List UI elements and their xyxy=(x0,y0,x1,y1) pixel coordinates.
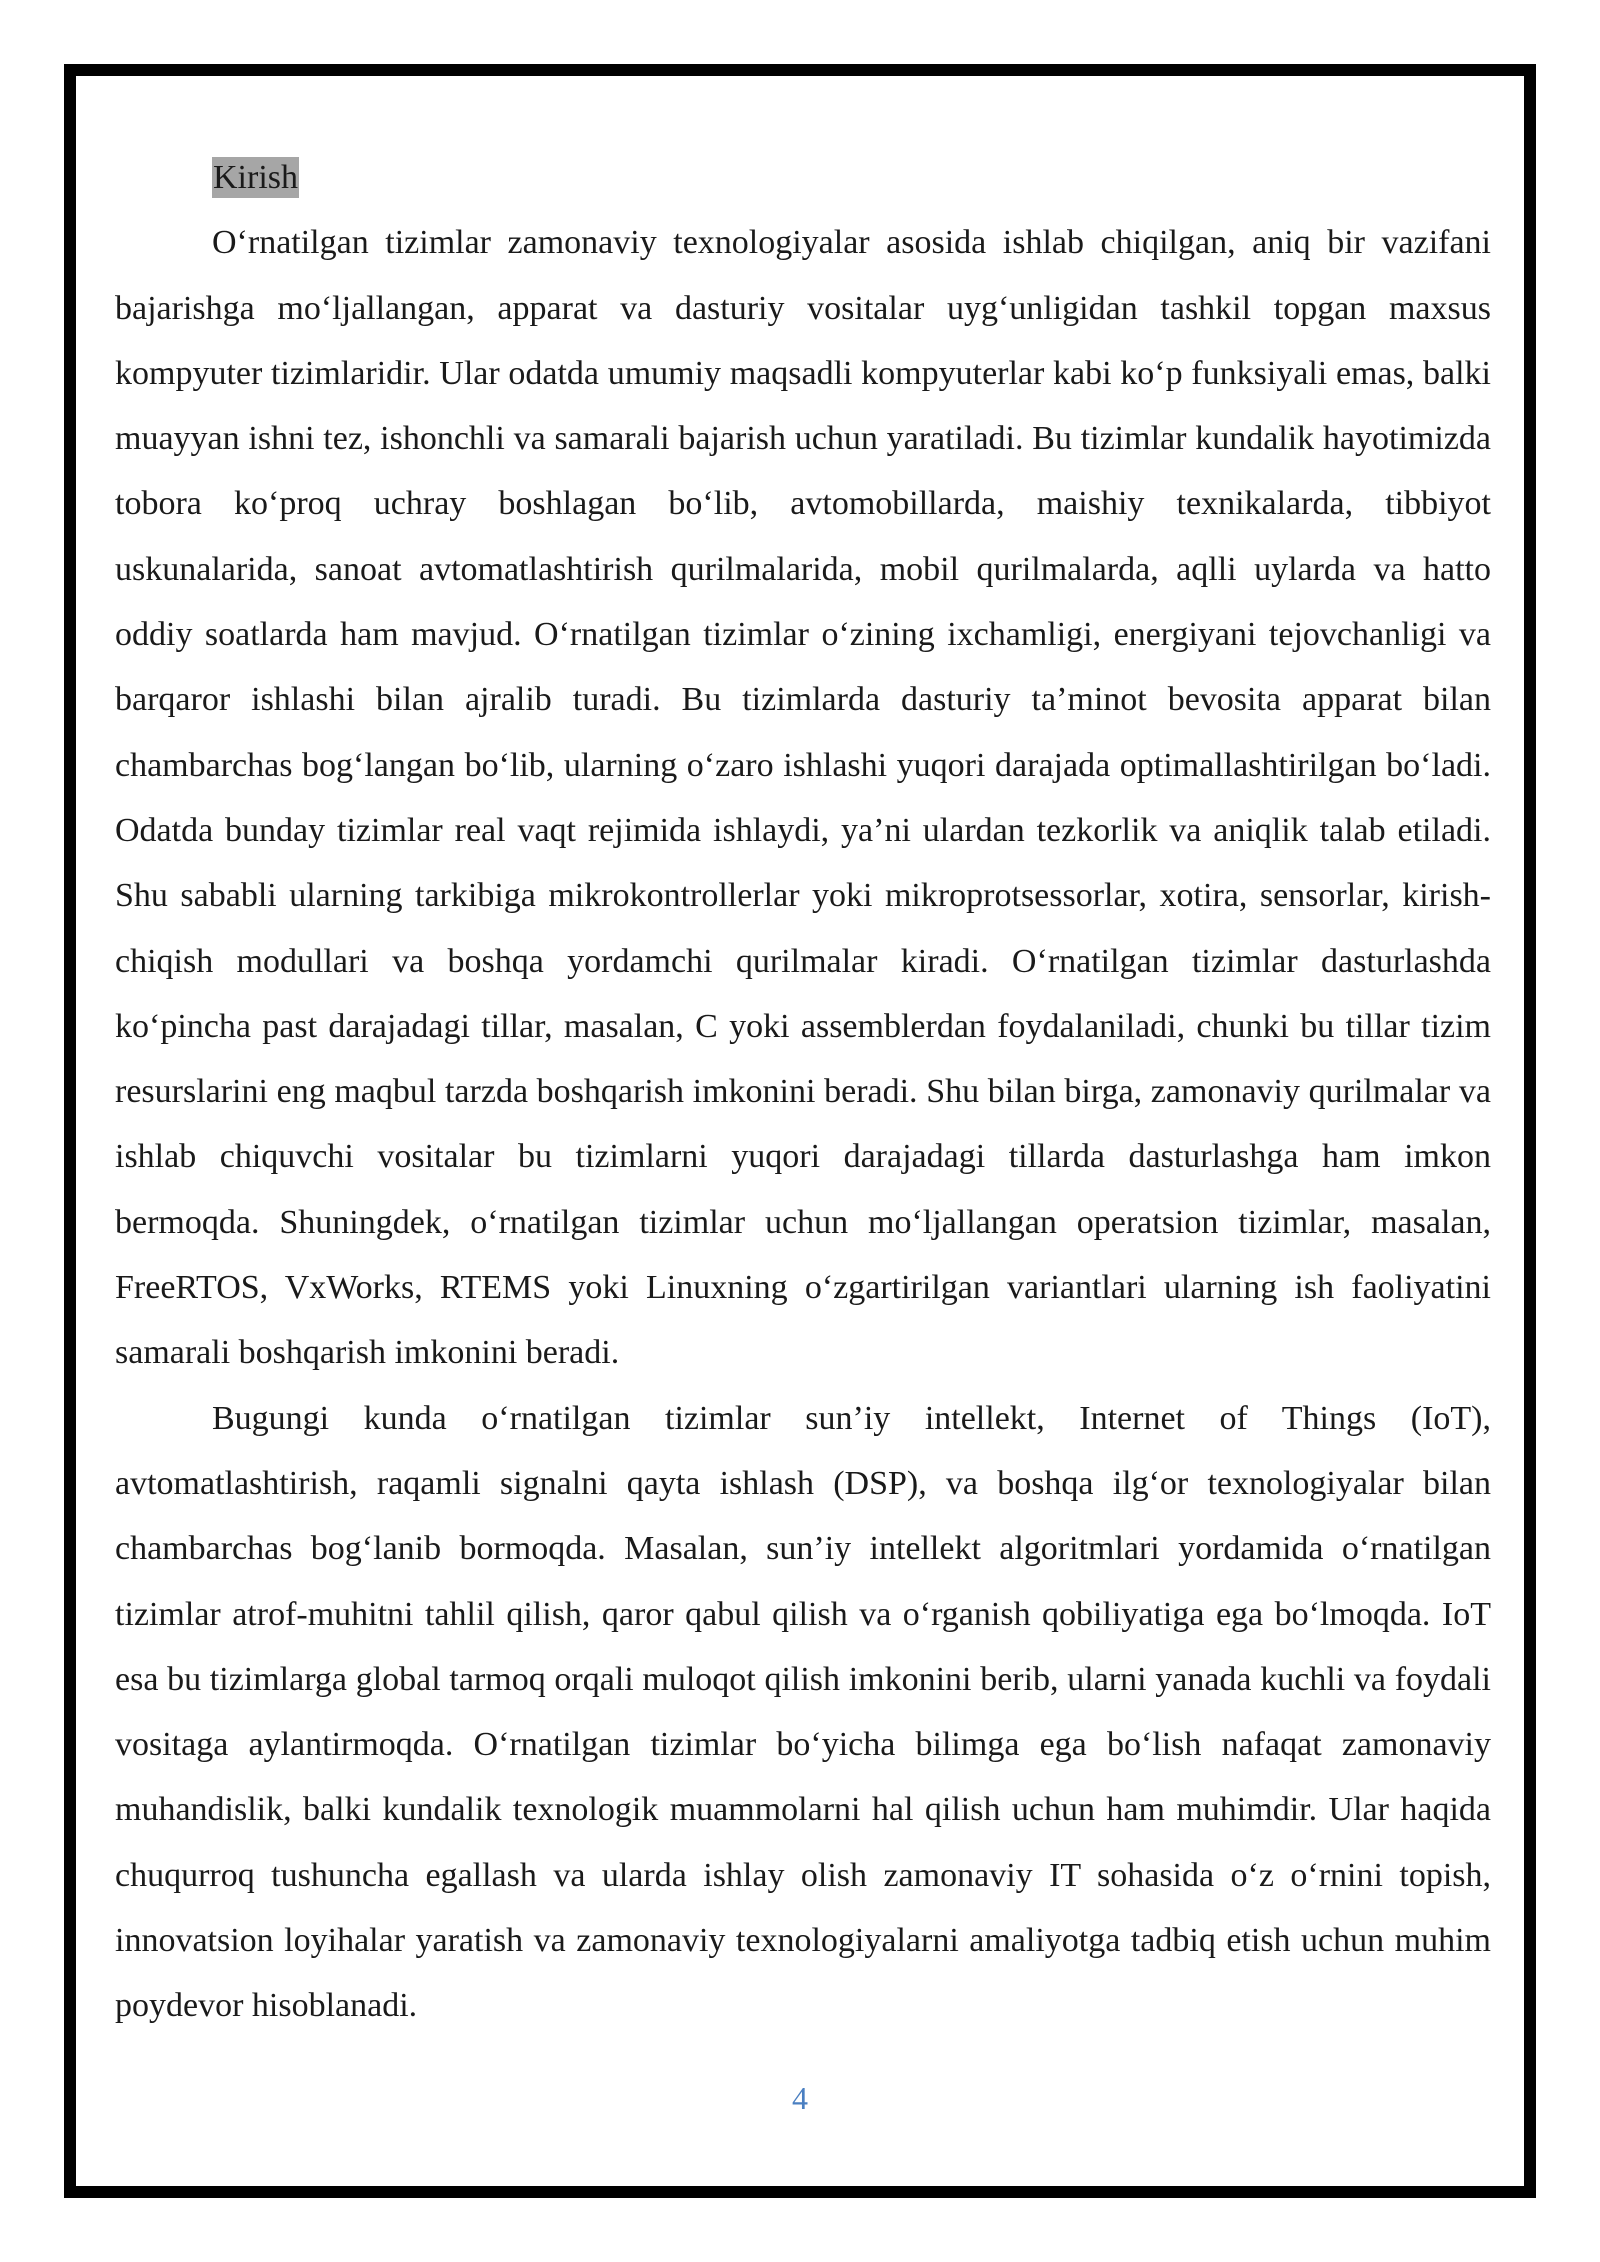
page-number: 4 xyxy=(792,2080,808,2116)
section-heading xyxy=(212,145,1491,210)
heading-highlight: Kirish xyxy=(213,159,298,196)
document-body xyxy=(115,145,1491,2039)
paragraph-1: O‘rnatilgan tizimlar zamonaviy texnologiyalar asosida ishlab chiqilgan, aniq bir vazifani bajarishga mo‘ljallangan, apparat va dasturiy vositalar uyg‘unligidan tashkil topgan maxsus kompyuter tizimlaridir. Ular odatda umumiy maqsadli kompyuterlar kabi ko‘p funksiyali emas, balki muayyan ishni tez, ishonchli va samarali bajarish uchun yaratiladi. Bu tizimlar kundalik hayotimizda tobora ko‘proq uchray boshlagan bo‘lib, avtomobillarda, maishiy texnikalarda, tibbiyot uskunalarida, sanoat avtomatlashtirish qurilmalarida, mobil qurilmalarda, aqlli uylarda va hatto oddiy soatlarda ham mavjud. O‘rnatilgan tizimlar o‘zining ixchamligi, energiyani tejovchanligi va barqaror ishlashi bilan ajralib turadi. Bu tizimlarda dasturiy ta’minot bevosita apparat bilan chambarchas bog‘langan bo‘lib, ularning o‘zaro ishlashi yuqori darajada optimallashtirilgan bo‘ladi. Odatda bunday tizimlar real vaqt rejimida ishlaydi, ya’ni ulardan tezkorlik va aniqlik talab etiladi. Shu sababli ularning tarkibiga mikrokontrollerlar yoki mikroprotsessorlar, xotira, sensorlar, kirish-chiqish modullari va boshqa yordamchi qurilmalar kiradi. O‘rnatilgan tizimlar dasturlashda ko‘pincha past darajadagi tillar, masalan, C yoki assemblerdan foydalaniladi, chunki bu tillar tizim resurslarini eng maqbul tarzda boshqarish imkonini beradi. Shu bilan birga, zamonaviy qurilmalar va ishlab chiquvchi vositalar bu tizimlarni yuqori darajadagi tillarda dasturlashga ham imkon bermoqda. Shuningdek, o‘rnatilgan tizimlar uchun mo‘ljallangan operatsion tizimlar, masalan, FreeRTOS, VxWorks, RTEMS yoki Linuxning o‘zgartirilgan variantlari ularning ish faoliyatini samarali boshqarish imkonini beradi. xyxy=(115,224,1491,1372)
paragraph-2: Bugungi kunda o‘rnatilgan tizimlar sun’iy intellekt, Internet of Things (IoT), avtomatlashtirish, raqamli signalni qayta ishlash (DSP), va boshqa ilg‘or texnologiyalar bilan chambarchas bog‘lanib bormoqda. Masalan, sun’iy intellekt algoritmlari yordamida o‘rnatilgan tizimlar atrof-muhitni tahlil qilish, qaror qabul qilish va o‘rganish qobiliyatiga ega bo‘lmoqda. IoT esa bu tizimlarga global tarmoq orqali muloqot qilish imkonini berib, ularni yanada kuchli va foydali vositaga aylantirmoqda. O‘rnatilgan tizimlar bo‘yicha bilimga ega bo‘lish nafaqat zamonaviy muhandislik, balki kundalik texnologik muammolarni hal qilish uchun ham muhimdir. Ular haqida chuqurroq tushuncha egallash va ularda ishlay olish zamonaviy IT sohasida o‘z o‘rnini topish, innovatsion loyihalar yaratish va zamonaviy texnologiyalarni amaliyotga tadbiq etish uchun muhim poydevor hisoblanadi. xyxy=(115,1399,1491,2025)
